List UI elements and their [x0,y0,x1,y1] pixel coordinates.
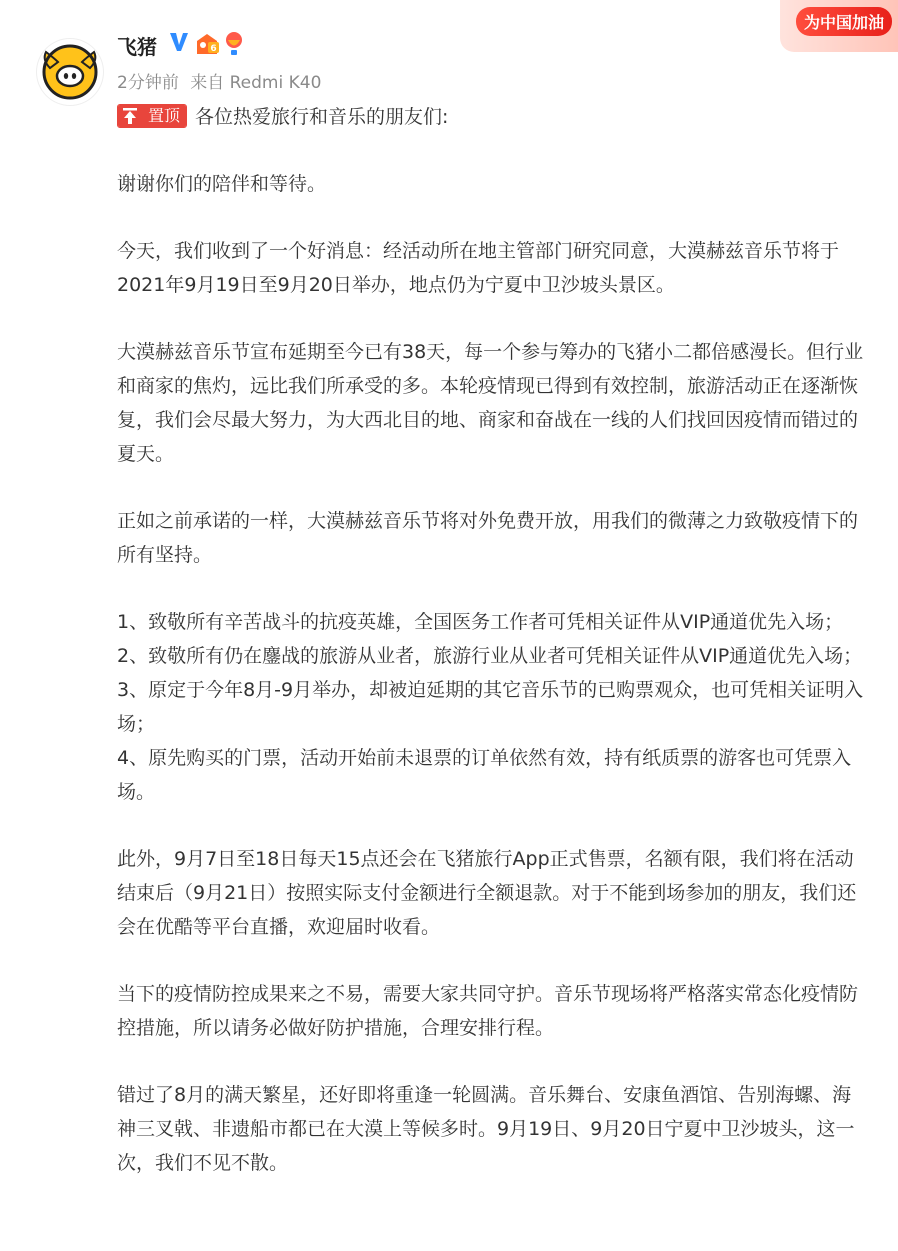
pinned-badge [117,104,187,128]
list-item: 3、原定于今年8月-9月举办，却被迫延期的其它音乐节的已购票观众，也可凭相关证明入场； [117,679,864,735]
flying-pig-logo-icon [36,38,104,106]
post-paragraph: 此外，9月7日至18日每天15点还会在飞猪旅行App正式售票，名额有限，我们将在活动结束后（9月21日）按照实际支付金额进行全额退款。对于不能到场参加的朋友，我们还会在优酷等平台直播，欢迎届时收看。 [117,848,857,938]
verified-v-icon[interactable] [168,30,190,54]
avatar[interactable] [36,38,104,106]
post-paragraph: 当下的疫情防控成果来之不易，需要大家共同守护。音乐节现场将严格落实常态化疫情防控措施，所以请务必做好防护措施，合理安排行程。 [117,983,859,1039]
greeting-text: 各位热爱旅行和音乐的朋友们: [195,106,449,128]
campaign-stamp [780,0,898,52]
post-paragraph: 谢谢你们的陪伴和等待。 [117,173,327,195]
post-meta [117,68,321,93]
post-source: 来自 Redmi K40 [190,73,322,93]
post-header [0,0,898,100]
post-paragraph: 错过了8月的满天繁星，还好即将重逢一轮圆满。音乐舞台、安康鱼酒馆、告别海螺、海神三叉戟、非遗船市都已在大漠上等候多时。9月19日、9月20日宁夏中卫沙坡头，这一次，我们不见不散。 [117,1084,855,1174]
pinned-label: 置顶 [142,105,186,127]
svg-text:6: 6 [210,44,217,54]
list-item: 4、原先购买的门票，活动开始前未退票的订单依然有效，持有纸质票的游客也可凭票入场。 [117,747,852,803]
campaign-badge: 为中国加油 [796,7,892,36]
pin-top-icon [118,105,142,127]
post-paragraph [117,100,865,134]
author-name[interactable]: 飞猪 [117,35,157,59]
post-paragraph: 正如之前承诺的一样，大漠赫兹音乐节将对外免费开放，用我们的微薄之力致敬疫情下的所有坚持。 [117,510,859,566]
post-paragraph: 今天，我们收到了一个好消息：经活动所在地主管部门研究同意，大漠赫兹音乐节将于2021年9月19日至9月20日举办，地点仍为宁夏中卫沙坡头景区。 [117,240,840,296]
post-content [117,100,865,1213]
post-paragraph: 大漠赫兹音乐节宣布延期至今已有38天，每一个参与筹办的飞猪小二都倍感漫长。但行业和商家的焦灼，远比我们所承受的多。本轮疫情现已得到有效控制，旅游活动正在逐渐恢复，我们会尽最大努力，为大西北目的地、商家和奋战在一线的人们找回因疫情而错过的夏天。 [117,341,864,465]
list-item: 1、致敬所有辛苦战斗的抗疫英雄，全国医务工作者可凭相关证件从VIP通道优先入场； [117,611,844,633]
post-time[interactable]: 2分钟前 [117,73,179,93]
list-item: 2、致敬所有仍在鏖战的旅游从业者，旅游行业从业者可凭相关证件从VIP通道优先入场； [117,645,863,667]
member-level-icon[interactable] [194,32,220,56]
hot-air-balloon-icon[interactable] [224,31,244,57]
